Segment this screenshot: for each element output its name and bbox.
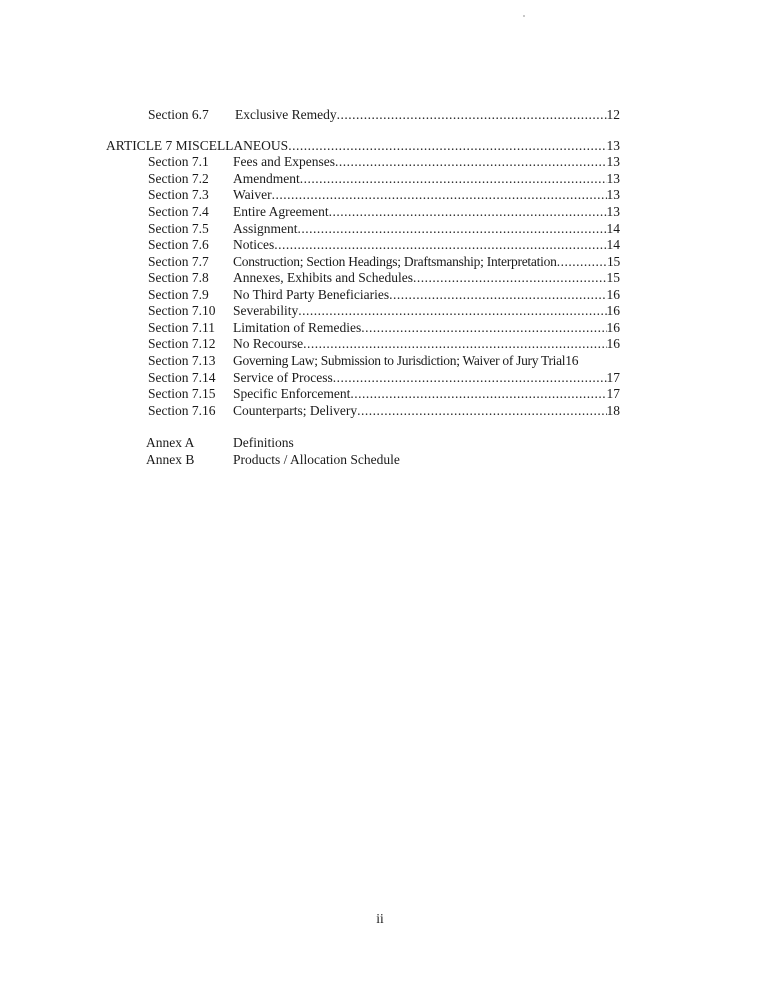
section-number: Section 7.10 [148,303,216,318]
page-number: 17 [606,370,620,385]
section-title: Governing Law; Submission to Jurisdiction; Waiver of Jury Trial [233,353,566,368]
toc-row [0,302,760,319]
section-title: Construction; Section Headings; Draftsmanship; Interpretation [233,254,557,269]
section-number: Section 7.6 [148,237,209,252]
section-number: Section 6.7 [148,107,209,122]
toc-row [0,153,760,170]
section-title: Entire Agreement [233,204,329,219]
footer-page-number: ii [376,911,384,926]
section-title: Amendment [233,171,300,186]
section-number: Section 7.7 [148,254,209,269]
toc-row-article-7 [0,137,760,154]
leader-dots [329,203,607,220]
leader-dots [274,236,606,253]
section-title: Specific Enforcement [233,386,351,401]
toc-entry [233,286,620,303]
toc-entry [233,203,620,220]
section-number: Section 7.5 [148,221,209,236]
section-number: Section 7.13 [148,353,216,368]
page-number: 13 [606,171,620,186]
section-number: Section 7.8 [148,270,209,285]
section-number: Section 7.14 [148,370,216,385]
toc-entry [235,106,620,123]
page-number: 13 [606,204,620,219]
section-number: Section 7.9 [148,287,209,302]
toc-entry [233,186,620,203]
section-number: Section 7.11 [148,320,215,335]
toc-entry [233,253,620,270]
page-number: 17 [606,386,620,401]
toc-entry [233,369,620,386]
page-number: 13 [606,138,620,153]
toc-entry [233,352,625,369]
toc-row [0,236,760,253]
page-number: 16 [606,320,620,335]
toc-row [0,220,760,237]
leader-dots [298,220,607,237]
toc-entry [233,402,620,419]
toc-row [0,253,760,270]
section-number: Section 7.16 [148,403,216,418]
page-number: 13 [606,154,620,169]
toc-entry [233,170,620,187]
leader-dots [333,369,607,386]
section-title: Counterparts; Delivery [233,403,358,418]
article-entry [106,137,620,154]
section-number: Section 7.12 [148,336,216,351]
leader-dots [298,302,606,319]
toc-row [0,402,760,419]
annex-label: Annex A [146,435,195,450]
leader-dots [413,269,607,286]
page-number: 14 [606,237,620,252]
leader-dots [389,286,606,303]
toc-entry [233,385,620,402]
section-title: Waiver [233,187,272,202]
toc-entry [233,302,620,319]
section-title: Annexes, Exhibits and Schedules [233,270,413,285]
leader-dots [361,319,606,336]
toc-entry [233,319,620,336]
leader-dots [357,402,606,419]
section-number: Section 7.3 [148,187,209,202]
toc-row [0,170,760,187]
section-title: Exclusive Remedy [235,107,337,122]
leader-dots [350,385,606,402]
leader-dots [337,106,607,123]
section-number: Section 7.15 [148,386,216,401]
toc-entry [233,269,620,286]
toc-entry [233,153,620,170]
section-number: Section 7.2 [148,171,209,186]
toc-entry [233,335,620,352]
page-number: 16 [606,303,620,318]
toc-row [0,186,760,203]
page-number: 16 [565,353,579,368]
leader-dots [288,137,606,154]
section-title: Limitation of Remedies [233,320,362,335]
page-number: 18 [606,403,620,418]
toc-row [0,335,760,352]
section-title: Service of Process [233,370,333,385]
section-title: No Third Party Beneficiaries [233,287,390,302]
section-number: Section 7.1 [148,154,209,169]
toc-row [0,385,760,402]
section-title: No Recourse [233,336,304,351]
toc-row [0,269,760,286]
section-title: Severability [233,303,299,318]
annex-row [0,451,760,468]
scan-speck [523,15,525,17]
toc-row [0,369,760,386]
leader-dots [557,253,607,270]
annex-row [0,434,760,451]
leader-dots [300,170,607,187]
toc-row-6-7 [0,106,760,123]
toc-entry [233,220,620,237]
section-title: Notices [233,237,275,252]
page-number: 15 [607,254,620,269]
leader-dots [335,153,607,170]
annex-label: Annex B [146,452,195,467]
toc-entry [233,236,620,253]
toc-row [0,286,760,303]
toc-row [0,319,760,336]
section-title: Fees and Expenses [233,154,335,169]
toc-row [0,203,760,220]
annex-title: Products / Allocation Schedule [233,452,400,467]
section-number: Section 7.4 [148,204,209,219]
page-number: 14 [606,221,620,236]
page-number: 16 [606,336,620,351]
page-number: 13 [606,187,620,202]
article-title: ARTICLE 7 MISCELLANEOUS [106,138,289,153]
leader-dots [303,335,606,352]
toc-row [0,352,760,369]
page-number: 16 [606,287,620,302]
leader-dots [272,186,607,203]
page-number: 15 [606,270,620,285]
annex-title: Definitions [233,435,294,450]
section-title: Assignment [233,221,298,236]
page-number: 12 [606,107,620,122]
